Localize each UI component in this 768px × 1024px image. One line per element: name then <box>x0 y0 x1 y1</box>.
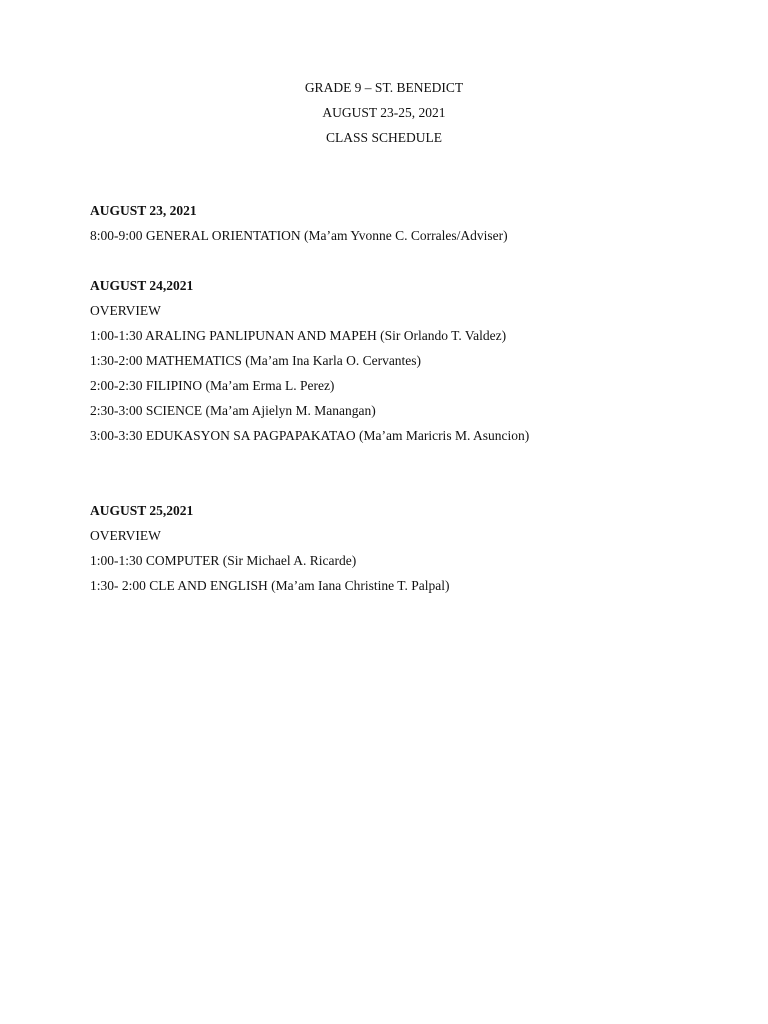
schedule-item: 1:00-1:30 ARALING PANLIPUNAN AND MAPEH (Sir Orlando T. Valdez) <box>90 328 507 343</box>
header-date-range: AUGUST 23-25, 2021 <box>322 105 446 120</box>
day-date: AUGUST 25,2021 <box>90 503 194 518</box>
schedule-item: 3:00-3:30 EDUKASYON SA PAGPAPAKATAO (Ma’am Maricris M. Asuncion) <box>90 428 530 443</box>
day-section-august-24 <box>90 276 730 451</box>
header-grade-section: GRADE 9 – ST. BENEDICT <box>304 80 464 95</box>
document-header <box>0 78 768 153</box>
day-section-august-25 <box>90 501 730 601</box>
schedule-item: 1:00-1:30 COMPUTER (Sir Michael A. Ricarde) <box>90 553 357 568</box>
schedule-body <box>90 201 730 601</box>
schedule-item: 8:00-9:00 GENERAL ORIENTATION (Ma’am Yvonne C. Corrales/Adviser) <box>90 228 508 243</box>
schedule-item: OVERVIEW <box>90 528 161 543</box>
schedule-item: 2:00-2:30 FILIPINO (Ma’am Erma L. Perez) <box>90 378 335 393</box>
schedule-item: 2:30-3:00 SCIENCE (Ma’am Ajielyn M. Manangan) <box>90 403 376 418</box>
day-date: AUGUST 24,2021 <box>90 278 194 293</box>
spacer <box>90 251 730 276</box>
header-title: CLASS SCHEDULE <box>326 130 442 145</box>
schedule-item: 1:30-2:00 MATHEMATICS (Ma’am Ina Karla O. Cervantes) <box>90 353 422 368</box>
day-date: AUGUST 23, 2021 <box>90 203 197 218</box>
schedule-item: OVERVIEW <box>90 303 161 318</box>
schedule-item: 1:30- 2:00 CLE AND ENGLISH (Ma’am Iana Christine T. Palpal) <box>90 578 450 593</box>
day-section-august-23 <box>90 201 730 251</box>
spacer <box>90 451 730 501</box>
